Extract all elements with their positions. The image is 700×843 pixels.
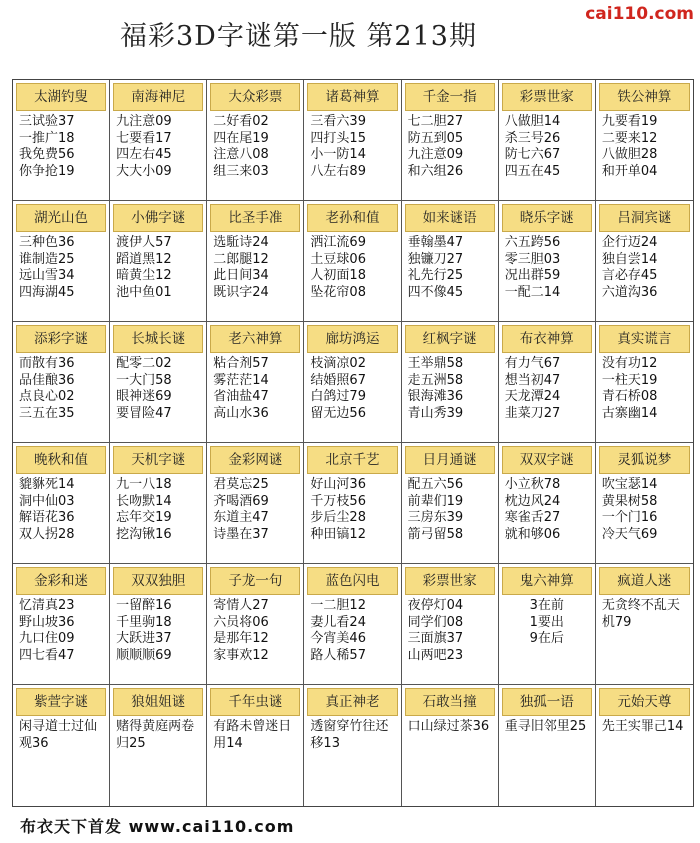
riddle-line: 貔貅死14 xyxy=(19,477,75,492)
riddle-line: 雾茫茫14 xyxy=(213,372,269,388)
riddle-line: 野山坡36 xyxy=(19,614,75,630)
riddle-line: 四打头15 xyxy=(310,130,366,146)
riddle-line: 无贪终不乱天机79 xyxy=(601,598,680,630)
riddle-line: 忆清真23 xyxy=(19,598,75,613)
riddle-cell xyxy=(499,80,596,201)
cell-lines xyxy=(19,356,105,422)
riddle-cell xyxy=(304,201,401,322)
cell-title: 真实谎言 xyxy=(599,325,690,353)
riddle-cell xyxy=(596,80,693,201)
riddle-line: 四左右45 xyxy=(116,147,172,162)
cell-lines xyxy=(310,235,396,301)
cell-lines xyxy=(602,719,689,736)
cell-lines xyxy=(505,719,591,736)
riddle-line: 二好看02 xyxy=(213,114,269,129)
riddle-line: 挖沟锹16 xyxy=(116,526,172,542)
cell-lines xyxy=(19,477,105,543)
riddle-line: 九注意09 xyxy=(116,114,172,129)
riddle-line: 三试验37 xyxy=(19,114,75,129)
riddle-line: 九注意09 xyxy=(407,147,464,162)
cell-lines xyxy=(116,235,202,301)
riddle-cell xyxy=(13,443,110,564)
cell-title: 老孙和值 xyxy=(307,204,397,232)
riddle-line: 土豆球06 xyxy=(310,251,366,267)
riddle-line: 高山水36 xyxy=(213,405,269,421)
cell-title: 彩票世家 xyxy=(405,567,495,595)
cell-lines xyxy=(408,598,494,664)
riddle-line: 选駈诗24 xyxy=(213,235,269,250)
riddle-line: 蹈道黑12 xyxy=(116,251,172,267)
cell-lines xyxy=(213,356,299,422)
riddle-line: 种田镐12 xyxy=(310,526,366,542)
riddle-line: 留无边56 xyxy=(310,405,366,421)
riddle-line: 独镰刀27 xyxy=(407,251,464,267)
riddle-line: 冷天气69 xyxy=(601,526,658,542)
riddle-line: 妻儿看24 xyxy=(310,614,366,630)
riddle-line: 路人稀57 xyxy=(310,647,366,663)
riddle-line: 配零二02 xyxy=(116,356,172,371)
riddle-line: 家事欢12 xyxy=(213,647,269,663)
riddle-line: 君莫忘25 xyxy=(213,477,269,492)
riddle-cell xyxy=(304,80,401,201)
riddle-line: 青石桥08 xyxy=(601,389,658,404)
riddle-line: 山两吧23 xyxy=(407,647,464,663)
cell-title: 彩票世家 xyxy=(502,83,592,111)
riddle-cell xyxy=(110,564,207,685)
riddle-line: 1要出 xyxy=(529,614,564,630)
page-title: 福彩3D字谜第一版 第213期 xyxy=(120,21,477,52)
cell-title: 南海神尼 xyxy=(113,83,203,111)
cell-title: 疯道人迷 xyxy=(599,567,690,595)
riddle-cell xyxy=(499,564,596,685)
cell-title: 灵狐说梦 xyxy=(599,446,690,474)
riddle-line: 防七六67 xyxy=(504,147,561,162)
riddle-line: 赌得黄庭两卷归25 xyxy=(116,719,195,751)
cell-title: 双双字谜 xyxy=(502,446,592,474)
cell-title: 布衣神算 xyxy=(502,325,592,353)
riddle-line: 洞中仙03 xyxy=(19,493,75,509)
riddle-line: 前辈们19 xyxy=(407,493,464,509)
cell-lines xyxy=(505,114,591,180)
cell-lines xyxy=(19,114,105,180)
riddle-cell xyxy=(499,322,596,443)
riddle-line: 三面旗37 xyxy=(407,631,464,646)
cell-title: 千年虫谜 xyxy=(210,688,300,716)
cell-lines xyxy=(116,114,202,180)
riddle-line: 四在尾19 xyxy=(213,130,269,146)
riddle-line: 三房东39 xyxy=(407,510,464,525)
riddle-line: 有力气67 xyxy=(504,356,561,371)
cell-title: 真正神老 xyxy=(307,688,397,716)
riddle-cell xyxy=(304,443,401,564)
riddle-line: 韭菜刀27 xyxy=(504,405,561,421)
riddle-line: 注意八08 xyxy=(213,147,269,162)
riddle-line: 先王实罪己14 xyxy=(601,719,684,734)
riddle-line: 八左右89 xyxy=(310,163,366,179)
riddle-line: 诗墨在37 xyxy=(213,526,269,542)
riddle-line: 步后尘28 xyxy=(310,510,366,525)
cell-title: 独孤一语 xyxy=(502,688,592,716)
riddle-line: 没有功12 xyxy=(601,356,658,371)
riddle-line: 要冒险47 xyxy=(116,405,172,421)
footer-text: 布衣天下首发 www.cai110.com xyxy=(20,817,295,836)
riddle-cell xyxy=(596,201,693,322)
riddle-line: 六员将06 xyxy=(213,614,269,630)
site-watermark: cai110.com xyxy=(585,4,694,24)
riddle-cell xyxy=(402,685,499,806)
cell-title: 太湖钓叟 xyxy=(16,83,106,111)
riddle-cell xyxy=(499,443,596,564)
riddle-line: 粘合剂57 xyxy=(213,356,269,371)
riddle-line: 走五洲58 xyxy=(407,372,464,388)
riddle-line: 垂翰墨47 xyxy=(407,235,464,250)
riddle-line: 此日间34 xyxy=(213,268,269,283)
cell-lines xyxy=(408,719,494,736)
cell-lines xyxy=(408,235,494,301)
cell-title: 北京千艺 xyxy=(307,446,397,474)
cell-title: 石敢当撞 xyxy=(405,688,495,716)
cell-lines xyxy=(499,598,595,648)
cell-lines xyxy=(116,477,202,543)
riddle-line: 青山秀39 xyxy=(407,405,464,421)
cell-lines xyxy=(310,356,396,422)
riddle-line: 长吻默14 xyxy=(116,493,172,509)
cell-title: 蓝色闪电 xyxy=(307,567,397,595)
riddle-line: 好山河36 xyxy=(310,477,366,492)
riddle-line: 银海滩36 xyxy=(407,389,464,404)
cell-title: 诸葛神算 xyxy=(307,83,397,111)
cell-lines xyxy=(408,114,494,180)
riddle-cell xyxy=(207,443,304,564)
riddle-line: 吹宝瑟14 xyxy=(601,477,658,492)
cell-title: 老六神算 xyxy=(210,325,300,353)
riddle-line: 八做胆14 xyxy=(504,114,561,129)
riddle-cell xyxy=(207,564,304,685)
riddle-line: 礼先行25 xyxy=(407,268,464,283)
riddle-line: 言必存45 xyxy=(601,268,658,283)
cell-title: 天机字谜 xyxy=(113,446,203,474)
riddle-cell xyxy=(207,201,304,322)
riddle-line: 王举鼎58 xyxy=(407,356,464,371)
riddle-line: 黄果树58 xyxy=(601,493,658,509)
cell-title: 日月通谜 xyxy=(405,446,495,474)
cell-lines xyxy=(602,356,689,422)
riddle-line: 9在后 xyxy=(529,631,564,646)
cell-title: 廊坊鸿运 xyxy=(307,325,397,353)
riddle-line: 忘年交19 xyxy=(116,510,172,525)
cell-title: 铁公神算 xyxy=(599,83,690,111)
cell-lines xyxy=(408,477,494,543)
riddle-line: 暗黄尘12 xyxy=(116,268,172,283)
riddle-cell xyxy=(110,685,207,806)
riddle-line: 七二胆27 xyxy=(407,114,464,129)
riddle-line: 夜停灯04 xyxy=(407,598,464,613)
cell-lines xyxy=(310,477,396,543)
riddle-line: 结婚照67 xyxy=(310,372,366,388)
cell-title: 金彩网谜 xyxy=(210,446,300,474)
riddle-line: 三看六39 xyxy=(310,114,366,129)
riddle-line: 一配二14 xyxy=(504,284,561,300)
cell-title: 吕洞宾谜 xyxy=(599,204,690,232)
riddle-cell xyxy=(13,685,110,806)
riddle-line: 况出群59 xyxy=(504,268,561,283)
riddle-line: 重寻旧邻里25 xyxy=(504,719,587,734)
riddle-line: 七要看17 xyxy=(116,130,172,146)
riddle-line: 大跃进37 xyxy=(116,631,172,646)
riddle-cell xyxy=(110,201,207,322)
riddle-cell xyxy=(304,564,401,685)
cell-title: 比圣手准 xyxy=(210,204,300,232)
riddle-line: 寒雀舌27 xyxy=(504,510,561,525)
riddle-line: 一个门16 xyxy=(601,510,658,525)
riddle-grid xyxy=(12,79,694,807)
cell-lines xyxy=(213,598,299,664)
cell-lines xyxy=(505,356,591,422)
riddle-line: 双人拐28 xyxy=(19,526,75,542)
riddle-line: 四不像45 xyxy=(407,284,464,300)
riddle-line: 渡伊人57 xyxy=(116,235,172,250)
riddle-line: 眼神迷69 xyxy=(116,389,172,404)
riddle-cell xyxy=(13,564,110,685)
riddle-line: 3在前 xyxy=(529,598,564,613)
cell-lines xyxy=(602,477,689,543)
cell-lines xyxy=(602,114,689,180)
riddle-line: 九口住09 xyxy=(19,631,75,646)
cell-lines xyxy=(505,477,591,543)
cell-lines xyxy=(19,235,105,301)
riddle-cell xyxy=(596,685,693,806)
cell-lines xyxy=(505,235,591,301)
riddle-cell xyxy=(304,322,401,443)
riddle-cell xyxy=(499,201,596,322)
cell-title: 千金一指 xyxy=(405,83,495,111)
riddle-cell xyxy=(596,322,693,443)
riddle-line: 坠花帘08 xyxy=(310,284,366,300)
riddle-line: 想当初47 xyxy=(504,372,561,388)
riddle-line: 一留醉16 xyxy=(116,598,172,613)
riddle-cell xyxy=(110,443,207,564)
riddle-line: 二郎腿12 xyxy=(213,251,269,267)
riddle-line: 千万枝56 xyxy=(310,493,366,509)
riddle-line: 一柱天19 xyxy=(601,372,658,388)
cell-title: 小佛字谜 xyxy=(113,204,203,232)
riddle-cell xyxy=(110,322,207,443)
riddle-cell xyxy=(596,443,693,564)
cell-lines xyxy=(213,719,299,752)
riddle-line: 和开单04 xyxy=(601,163,658,179)
riddle-line: 点良心02 xyxy=(19,389,75,404)
cell-title: 大众彩票 xyxy=(210,83,300,111)
riddle-line: 一推广18 xyxy=(19,130,75,146)
riddle-line: 和六组26 xyxy=(407,163,464,179)
cell-title: 双双独胆 xyxy=(113,567,203,595)
cell-lines xyxy=(116,719,202,752)
riddle-line: 白鸽过79 xyxy=(310,389,366,404)
riddle-line: 四五在45 xyxy=(504,163,561,179)
riddle-line: 三五在35 xyxy=(19,405,75,421)
riddle-line: 大大小09 xyxy=(116,163,172,179)
cell-title: 湖光山色 xyxy=(16,204,106,232)
riddle-line: 枕边风24 xyxy=(504,493,561,509)
riddle-cell xyxy=(304,685,401,806)
cell-title: 元始天尊 xyxy=(599,688,690,716)
cell-lines xyxy=(19,719,105,752)
riddle-line: 三种色36 xyxy=(19,235,75,250)
riddle-line: 零三胆03 xyxy=(504,251,561,267)
riddle-line: 古寨幽14 xyxy=(601,405,658,421)
riddle-line: 既识字24 xyxy=(213,284,269,300)
riddle-line: 品佳酿36 xyxy=(19,372,75,388)
riddle-cell xyxy=(13,80,110,201)
riddle-line: 寄情人27 xyxy=(213,598,269,613)
riddle-cell xyxy=(207,322,304,443)
riddle-line: 有路未曾迷日用14 xyxy=(213,719,292,751)
riddle-line: 杀三号26 xyxy=(504,130,561,146)
riddle-line: 四海湖45 xyxy=(19,284,75,300)
riddle-line: 同学们08 xyxy=(407,614,464,630)
cell-title: 添彩字谜 xyxy=(16,325,106,353)
riddle-line: 八做胆28 xyxy=(601,147,658,162)
riddle-line: 天龙潭24 xyxy=(504,389,561,404)
cell-title: 如来谜语 xyxy=(405,204,495,232)
riddle-line: 口山绿过茶36 xyxy=(407,719,490,734)
riddle-line: 箭弓留58 xyxy=(407,526,464,542)
riddle-cell xyxy=(402,322,499,443)
riddle-cell xyxy=(110,80,207,201)
cell-title: 长城长谜 xyxy=(113,325,203,353)
riddle-line: 我免费56 xyxy=(19,147,75,162)
riddle-cell xyxy=(13,201,110,322)
riddle-line: 省油盐47 xyxy=(213,389,269,404)
cell-title: 子龙一句 xyxy=(210,567,300,595)
riddle-cell xyxy=(207,80,304,201)
cell-lines xyxy=(602,598,689,631)
cell-lines xyxy=(116,356,202,422)
riddle-line: 企行迈24 xyxy=(601,235,658,250)
riddle-line: 一大门58 xyxy=(116,372,172,388)
riddle-cell xyxy=(402,443,499,564)
cell-lines xyxy=(213,235,299,301)
riddle-line: 是那年12 xyxy=(213,631,269,646)
riddle-line: 透窗穿竹往还移13 xyxy=(310,719,389,751)
riddle-line: 九要看19 xyxy=(601,114,658,129)
riddle-cell xyxy=(207,685,304,806)
cell-title: 晚秋和值 xyxy=(16,446,106,474)
riddle-line: 枝滴凉02 xyxy=(310,356,366,371)
cell-lines xyxy=(310,719,396,752)
riddle-cell xyxy=(499,685,596,806)
cell-title: 紫萱字谜 xyxy=(16,688,106,716)
riddle-line: 洒江流69 xyxy=(310,235,366,250)
riddle-line: 二要来12 xyxy=(601,130,658,146)
cell-title: 狼姐姐谜 xyxy=(113,688,203,716)
riddle-cell xyxy=(402,201,499,322)
riddle-line: 东道主47 xyxy=(213,510,269,525)
riddle-line: 千里驹18 xyxy=(116,614,172,630)
cell-title: 红枫字谜 xyxy=(405,325,495,353)
cell-lines xyxy=(310,598,396,664)
cell-title: 晓乐字谜 xyxy=(502,204,592,232)
riddle-line: 池中鱼01 xyxy=(116,284,172,300)
riddle-line: 而散有36 xyxy=(19,356,75,371)
riddle-line: 闲寻道士过仙观36 xyxy=(19,719,98,751)
riddle-line: 组三来03 xyxy=(213,163,269,179)
riddle-line: 顺顺顺69 xyxy=(116,647,172,663)
cell-lines xyxy=(116,598,202,664)
cell-lines xyxy=(213,114,299,180)
cell-title: 金彩和迷 xyxy=(16,567,106,595)
riddle-line: 一二胆12 xyxy=(310,598,366,613)
cell-lines xyxy=(310,114,396,180)
riddle-line: 六道沟36 xyxy=(601,284,658,300)
riddle-cell xyxy=(402,80,499,201)
cell-lines xyxy=(19,598,105,664)
riddle-line: 今宵美46 xyxy=(310,631,366,646)
riddle-line: 远山雪34 xyxy=(19,268,75,283)
cell-lines xyxy=(602,235,689,301)
riddle-line: 四七看47 xyxy=(19,647,75,663)
riddle-line: 九一八18 xyxy=(116,477,172,492)
riddle-line: 配五六56 xyxy=(407,477,464,492)
riddle-line: 齐喝酒69 xyxy=(213,493,269,509)
riddle-cell xyxy=(13,322,110,443)
cell-title: 鬼六神算 xyxy=(502,567,592,595)
riddle-line: 六五跨56 xyxy=(504,235,561,250)
riddle-line: 就和够06 xyxy=(504,526,561,542)
cell-lines xyxy=(213,477,299,543)
riddle-cell xyxy=(402,564,499,685)
riddle-line: 解语花36 xyxy=(19,510,75,525)
riddle-line: 谁制造25 xyxy=(19,251,75,267)
riddle-cell xyxy=(596,564,693,685)
riddle-line: 人初面18 xyxy=(310,268,366,283)
riddle-line: 小一防14 xyxy=(310,147,366,162)
riddle-line: 独自尝14 xyxy=(601,251,658,267)
riddle-line: 小立秋78 xyxy=(504,477,561,492)
riddle-line: 你争抢19 xyxy=(19,163,75,179)
riddle-line: 防五到05 xyxy=(407,130,464,146)
cell-lines xyxy=(408,356,494,422)
